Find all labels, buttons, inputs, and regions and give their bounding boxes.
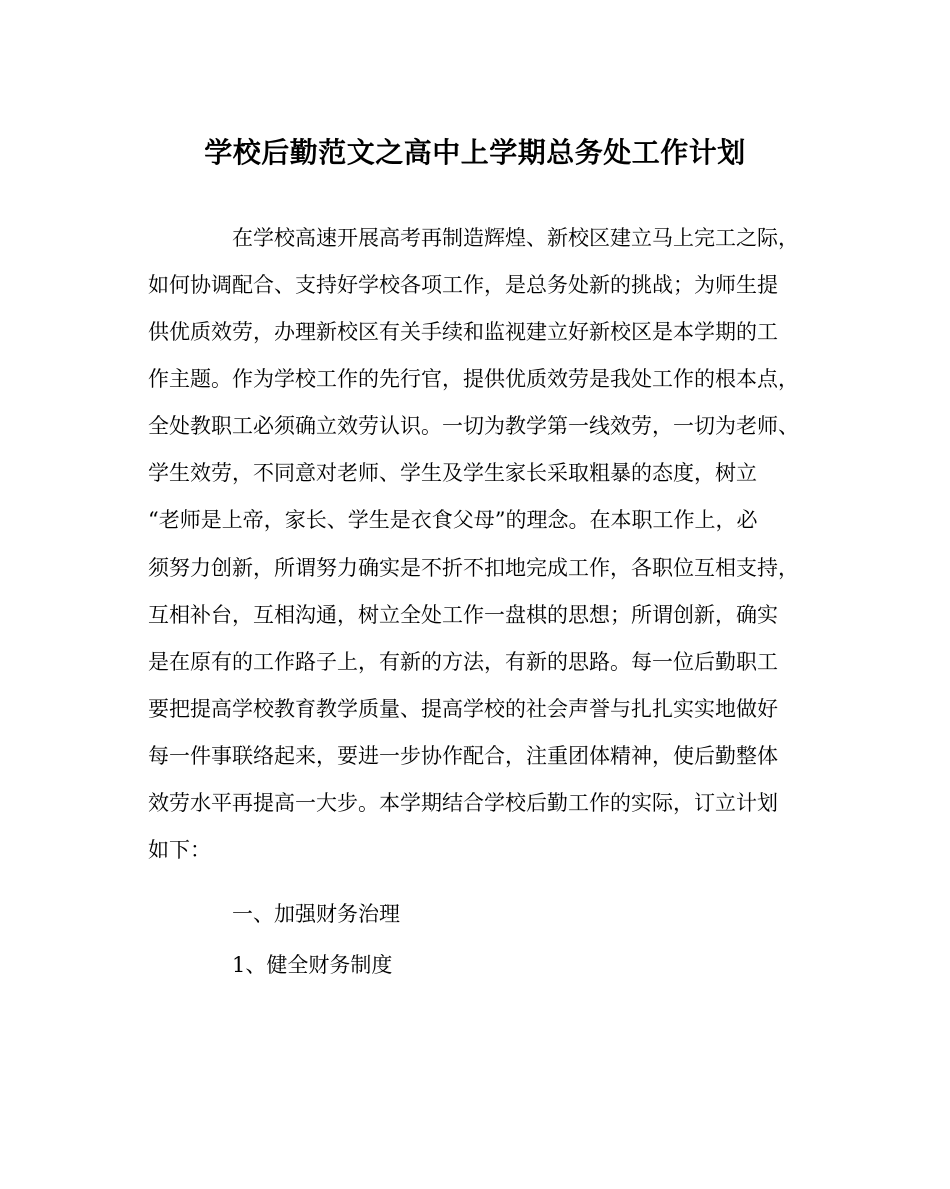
paragraph-line: 须努力创新，所谓努力确实是不折不扣地完成工作，各职位互相支持， (148, 556, 799, 580)
document-title: 学校后勤范文之高中上学期总务处工作计划 (204, 136, 746, 169)
paragraph-line: 互相补台，互相沟通，树立全处工作一盘棋的思想；所谓创新，确实 (148, 603, 778, 627)
section-heading: 一、加强财务治理 (232, 902, 400, 926)
paragraph-line: 如下： (148, 838, 211, 862)
paragraph-line: “老师是上帝，家长、学生是衣食父母”的理念。在本职工作上，必 (148, 508, 758, 532)
paragraph-line: 作主题。作为学校工作的先行官，提供优质效劳是我处工作的根本点， (148, 367, 799, 391)
subsection-heading: 1、健全财务制度 (232, 953, 393, 977)
paragraph-line: 学生效劳，不同意对老师、学生及学生家长采取粗暴的态度，树立 (148, 461, 757, 485)
paragraph-line: 在学校高速开展高考再制造辉煌、新校区建立马上完工之际， (232, 226, 799, 250)
paragraph-line: 每一件事联络起来，要进一步协作配合，注重团体精神，使后勤整体 (148, 744, 778, 768)
paragraph-line: 供优质效劳，办理新校区有关手续和监视建立好新校区是本学期的工 (148, 320, 778, 344)
paragraph-line: 是在原有的工作路子上，有新的方法，有新的思路。每一位后勤职工 (148, 650, 778, 674)
paragraph-line: 效劳水平再提高一大步。本学期结合学校后勤工作的实际，订立计划 (148, 791, 778, 815)
paragraph-line: 全处教职工必须确立效劳认识。一切为教学第一线效劳，一切为老师、 (148, 414, 799, 438)
paragraph-line: 要把提高学校教育教学质量、提高学校的社会声誉与扎扎实实地做好 (148, 697, 778, 721)
paragraph-line: 如何协调配合、支持好学校各项工作，是总务处新的挑战；为师生提 (148, 273, 778, 297)
